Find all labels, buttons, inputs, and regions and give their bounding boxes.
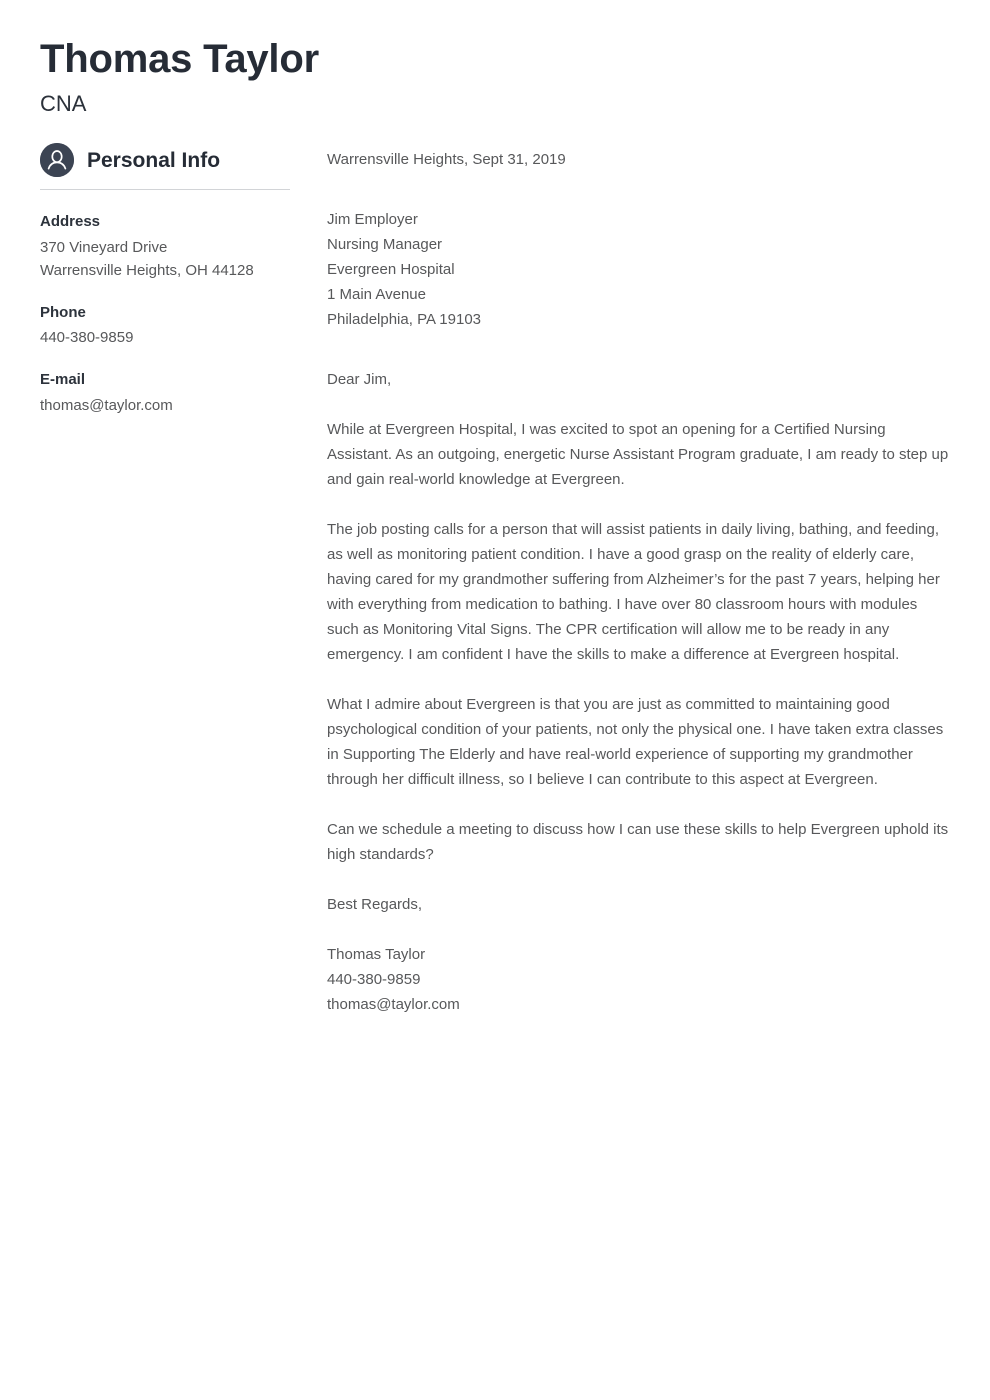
info-label: Address [40, 213, 101, 230]
recipient-line: Nursing Manager [327, 236, 443, 253]
info-value: 370 Vineyard Drive [40, 238, 168, 256]
info-value: 440-380-9859 [40, 329, 134, 347]
personal-info-fields [40, 211, 290, 417]
info-value: Warrensville Heights, OH 44128 [40, 262, 254, 280]
letter-body [327, 147, 952, 1017]
closing-line: Best Regards, [327, 896, 423, 913]
personal-info-title: Personal Info [87, 148, 221, 172]
info-label: E-mail [40, 371, 86, 389]
info-label: Phone [40, 303, 86, 321]
info-field-email [40, 369, 290, 417]
signature-block [327, 942, 952, 1017]
signature-phone: 440-380-9859 [327, 971, 421, 988]
letter-paragraph: The job posting calls for a person that will assist patients in daily living, bathing, and feeding, as well as monitoring patient condition. I have a good grasp on the reality of elderly care, having cared for my grandmother suffering from Alzheimer’s for the past 7 years, helping her with everything from medication to bathing. I have over 80 classroom hours with modules such as Monitoring Vital Signs. The CPR certification will allow me to be ready in any emergency. I am confident I have the skills to make a difference at Evergreen hospital. [327, 521, 940, 663]
info-field-address [40, 211, 290, 283]
recipient-line: Jim Employer [327, 211, 418, 228]
candidate-name: Thomas Taylor [40, 37, 319, 81]
personal-info-header [40, 143, 290, 190]
personal-info-sidebar [40, 143, 290, 417]
letter-paragraph: Can we schedule a meeting to discuss how I can use these skills to help Evergreen uphold its high standards? [327, 821, 949, 863]
signature-name: Thomas Taylor [327, 946, 426, 963]
info-value: thomas@taylor.com [40, 396, 173, 414]
salutation: Dear Jim, [327, 371, 392, 388]
candidate-job-title: CNA [40, 91, 87, 116]
recipient-line: Evergreen Hospital [327, 261, 455, 278]
recipient-address [327, 207, 952, 332]
person-icon [40, 143, 74, 177]
letter-paragraph: While at Evergreen Hospital, I was excited to spot an opening for a Certified Nursing Assistant. As an outgoing, energetic Nurse Assistant Program graduate, I am ready to step up and gain real-world knowledge at Evergreen. [327, 421, 949, 488]
signature-email: thomas@taylor.com [327, 996, 460, 1013]
info-field-phone [40, 302, 290, 350]
recipient-line: Philadelphia, PA 19103 [327, 311, 482, 328]
letter-paragraph: What I admire about Evergreen is that you are just as committed to maintaining good psychological condition of your patients, not only the physical one. I have taken extra classes in Supporting The Elderly and have real-world experience of supporting my grandmother through her difficult illness, so I believe I can contribute to this aspect at Evergreen. [327, 696, 944, 788]
letter-header [40, 36, 740, 117]
letter-date: Warrensville Heights, Sept 31, 2019 [327, 151, 566, 168]
recipient-line: 1 Main Avenue [327, 286, 426, 303]
